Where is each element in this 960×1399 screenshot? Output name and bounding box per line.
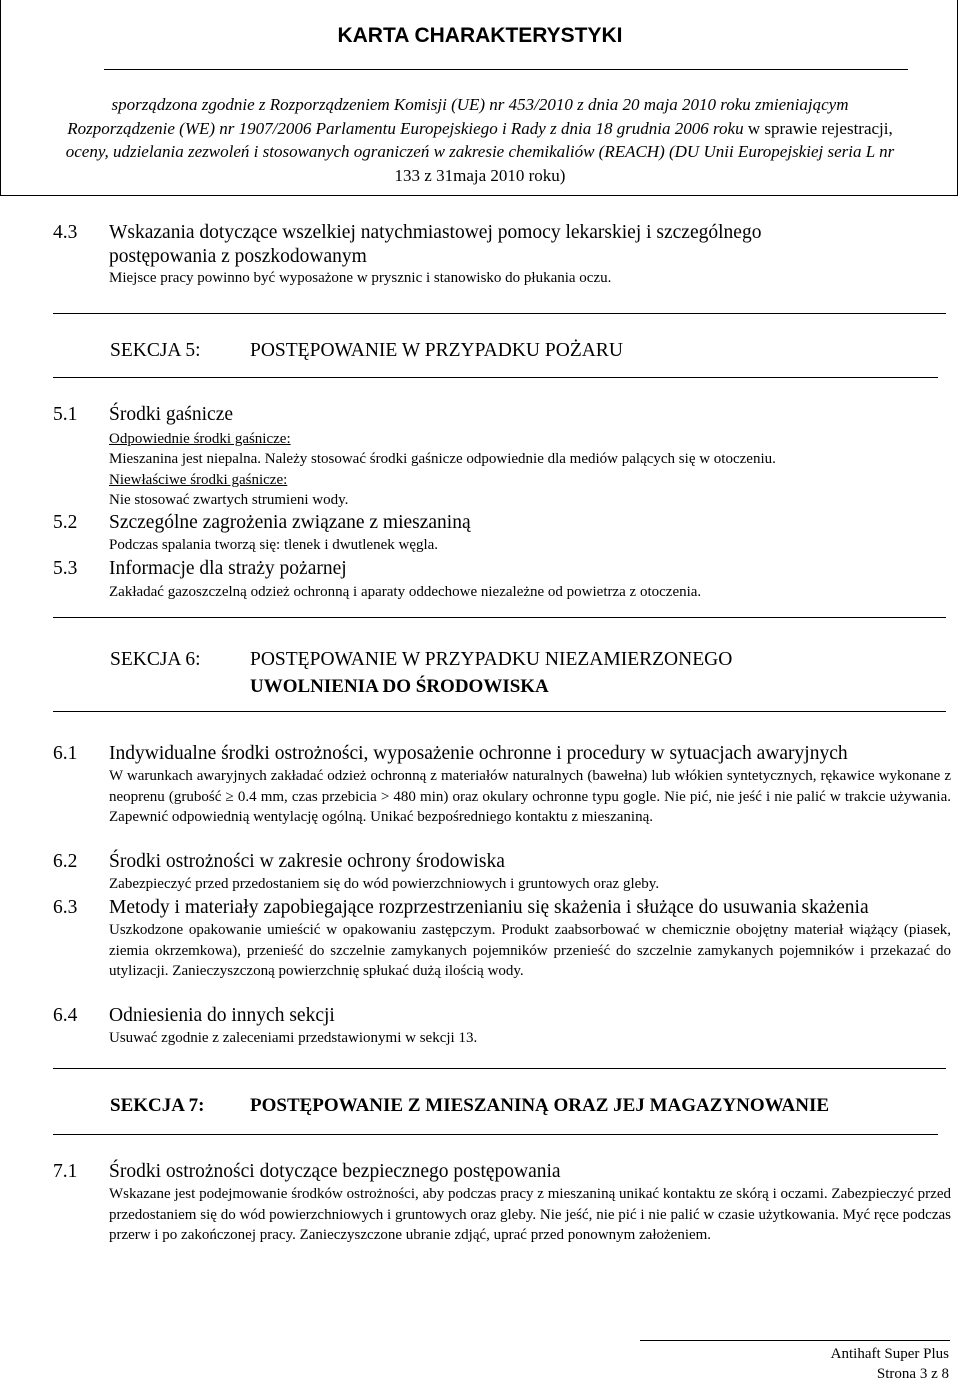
subsection-number: 6.4 bbox=[53, 1005, 78, 1026]
paragraph: Miejsce pracy powinno być wyposażone w prysznic i stanowisko do płukania oczu. bbox=[109, 270, 612, 286]
divider bbox=[53, 377, 938, 378]
paragraph: Zakładać gazoszczelną odzież ochronną i aparaty oddechowe niezależne od powietrza z otoczenia. bbox=[109, 584, 702, 600]
subsection-number: 7.1 bbox=[53, 1161, 78, 1182]
regulation-subtitle bbox=[40, 93, 920, 187]
paragraph: Usuwać zgodnie z zaleceniami przedstawionymi w sekcji 13. bbox=[109, 1030, 478, 1046]
subsection-number: 5.1 bbox=[53, 404, 78, 425]
subsection-number: 6.3 bbox=[53, 897, 78, 918]
paragraph-underlined: Niewłaściwe środki gaśnicze: bbox=[109, 472, 288, 488]
paragraph: Podczas spalania tworzą się: tlenek i dwutlenek węgla. bbox=[109, 537, 439, 553]
section-title: UWOLNIENIA DO ŚRODOWISKA bbox=[250, 676, 549, 697]
footer-product: Antihaft Super Plus bbox=[830, 1346, 949, 1362]
section-label: SEKCJA 7: bbox=[110, 1095, 205, 1116]
paragraph-underlined: Odpowiednie środki gaśnicze: bbox=[109, 431, 291, 447]
paragraph: Mieszanina jest niepalna. Należy stosować środki gaśnicze odpowiednie dla mediów palących się w otoczeniu. bbox=[109, 451, 776, 467]
document-title: KARTA CHARAKTERYSTYKI bbox=[337, 24, 623, 47]
section-label: SEKCJA 6: bbox=[110, 649, 201, 670]
paragraph: Zabezpieczyć przed przedostaniem się do wód powierzchniowych i gruntowych oraz gleby. bbox=[109, 876, 660, 892]
subtitle-line: 133 z 31maja 2010 roku) bbox=[394, 165, 566, 185]
paragraph: Nie stosować zwartych strumieni wody. bbox=[109, 492, 349, 508]
subsection-number: 4.3 bbox=[53, 222, 78, 243]
subsection-title: Szczególne zagrożenia związane z mieszaniną bbox=[109, 512, 471, 533]
footer-rule bbox=[640, 1340, 950, 1341]
divider bbox=[53, 617, 946, 618]
subsection-number: 5.3 bbox=[53, 558, 78, 579]
title-rule bbox=[104, 69, 908, 70]
subsection-title: postępowania z poszkodowanym bbox=[109, 246, 367, 267]
subtitle-upright: w sprawie rejestracji, bbox=[747, 118, 893, 138]
subsection-title: Informacje dla straży pożarnej bbox=[109, 558, 347, 579]
subsection-title: Wskazania dotyczące wszelkiej natychmiastowej pomocy lekarskiej i szczególnego bbox=[109, 222, 762, 243]
paragraph: Wskazane jest podejmowanie środków ostrożności, aby podczas pracy z mieszaniną unikać kontaktu ze skórą i oczami. Zabezpieczyć przed przedostaniem się do wód powierzchniowych i gruntowych oraz gleby. Nie jeść, nie pić i nie palić w czasie użytkowania. Myć ręce podczas przerw i po zakończonej pracy. Zanieczyszczone ubranie zdjąć, uprać przed ponownym założeniem. bbox=[109, 1186, 951, 1243]
divider bbox=[53, 313, 946, 314]
section-title: POSTĘPOWANIE Z MIESZANINĄ ORAZ JEJ MAGAZYNOWANIE bbox=[250, 1095, 830, 1116]
section-label: SEKCJA 5: bbox=[110, 340, 201, 361]
subsection-number: 5.2 bbox=[53, 512, 78, 533]
subsection-title: Indywidualne środki ostrożności, wyposażenie ochronne i procedury w sytuacjach awaryjnych bbox=[109, 743, 848, 764]
subtitle-italic: Rozporządzenie (WE) nr 1907/2006 Parlamentu Europejskiego i Rady z dnia 18 grudnia 2006 roku bbox=[67, 118, 744, 138]
subtitle-line bbox=[40, 117, 920, 141]
subsection-title: Środki gaśnicze bbox=[109, 404, 234, 425]
paragraph: Uszkodzone opakowanie umieścić w opakowaniu zastępczym. Produkt zaabsorbować w chemicznie obojętny materiał wiążący (piasek, ziemia okrzemkowa), przenieść do szczelnie zamykanych pojemników przenieść do szczelnie zamykanych pojemników i przekazać do utylizacji. Zanieczyszczoną powierzchnię spłukać dużą ilością wody. bbox=[109, 922, 951, 979]
section-title: POSTĘPOWANIE W PRZYPADKU NIEZAMIERZONEGO bbox=[250, 649, 733, 670]
subsection-number: 6.1 bbox=[53, 743, 78, 764]
divider bbox=[53, 1134, 938, 1135]
section-title: POSTĘPOWANIE W PRZYPADKU POŻARU bbox=[250, 340, 623, 361]
footer-page: Strona 3 z 8 bbox=[876, 1366, 949, 1382]
subsection-title: Odniesienia do innych sekcji bbox=[109, 1005, 335, 1026]
divider bbox=[53, 711, 946, 712]
divider bbox=[53, 1068, 946, 1069]
subtitle-line: sporządzona zgodnie z Rozporządzeniem Komisji (UE) nr 453/2010 z dnia 20 maja 2010 roku zmieniającym bbox=[111, 95, 849, 114]
subtitle-line: oceny, udzielania zezwoleń i stosowanych ograniczeń w zakresie chemikaliów (REACH) (DU Unii Europejskiej seria L nr bbox=[65, 142, 895, 161]
subsection-title: Środki ostrożności w zakresie ochrony środowiska bbox=[109, 851, 505, 872]
subsection-title: Środki ostrożności dotyczące bezpiecznego postępowania bbox=[109, 1161, 561, 1182]
subsection-title: Metody i materiały zapobiegające rozprzestrzenianiu się skażenia i służące do usuwania skażenia bbox=[109, 897, 869, 918]
paragraph: W warunkach awaryjnych zakładać odzież ochronną z materiałów naturalnych (bawełna) lub włókien syntetycznych, rękawice wykonane z neoprenu (grubość ≥ 0.4 mm, czas przebicia > 480 min) oraz okulary ochronne typu gogle. Nie pić, nie jeść i nie palić w trakcie używania. Zapewnić odpowiednią wentylację ogólną. Unikać bezpośredniego kontaktu z mieszaniną. bbox=[109, 768, 951, 825]
subsection-number: 6.2 bbox=[53, 851, 78, 872]
